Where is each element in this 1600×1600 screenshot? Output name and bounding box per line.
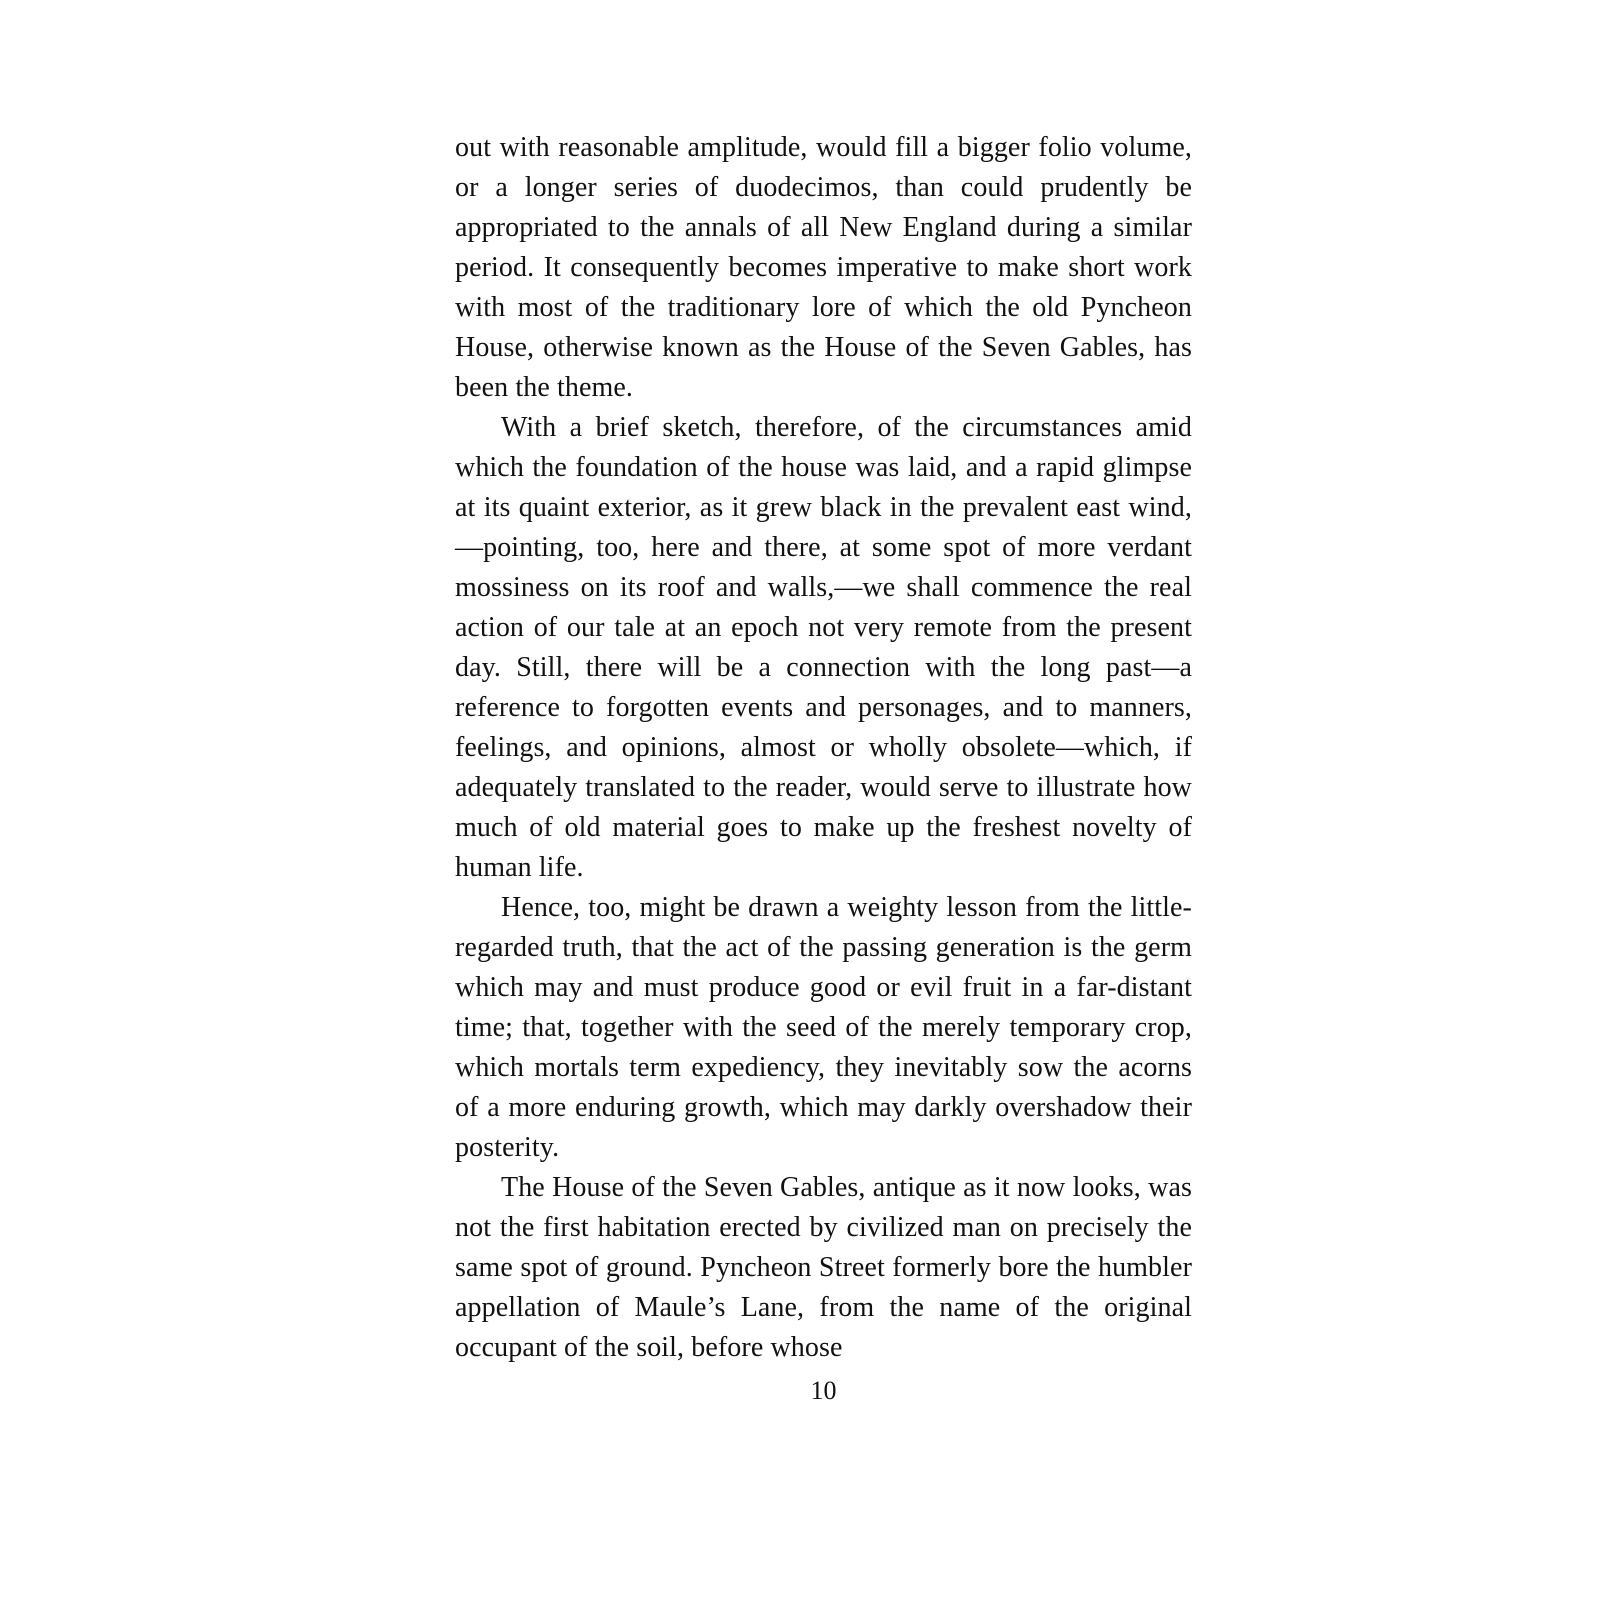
text-column bbox=[455, 128, 1192, 1368]
page-number: 10 bbox=[810, 1376, 837, 1405]
paragraph: The House of the Seven Gables, antique as it now looks, was not the first habitation erected by civilized man on precisely the same spot of ground. Pyncheon Street formerly bore the humbler appellation of Maule’s Lane, from the name of the original occupant of the soil, before whose bbox=[455, 1172, 1192, 1363]
paragraph: With a brief sketch, therefore, of the circumstances amid which the foundation of the house was laid, and a rapid glimpse at its quaint exterior, as it grew black in the prevalent east wind,—pointing, too, here and there, at some spot of more verdant mossiness on its roof and walls,—we shall commence the real action of our tale at an epoch not very remote from the present day. Still, there will be a connection with the long past—a reference to forgotten events and personages, and to manners, feelings, and opinions, almost or wholly obsolete—which, if adequately translated to the reader, would serve to illustrate how much of old material goes to make up the freshest novelty of human life. bbox=[455, 412, 1192, 883]
paragraph: Hence, too, might be drawn a weighty lesson from the little-regarded truth, that the act of the passing generation is the germ which may and must produce good or evil fruit in a far-distant time; that, together with the seed of the merely temporary crop, which mortals term expediency, they inevitably sow the acorns of a more enduring growth, which may darkly overshadow their posterity. bbox=[455, 892, 1192, 1163]
paragraph: out with reasonable amplitude, would fill a bigger folio volume, or a longer series of duodecimos, than could prudently be appropriated to the annals of all New England during a similar period. It consequently becomes imperative to make short work with most of the traditionary lore of which the old Pyncheon House, otherwise known as the House of the Seven Gables, has been the theme. bbox=[455, 132, 1192, 403]
